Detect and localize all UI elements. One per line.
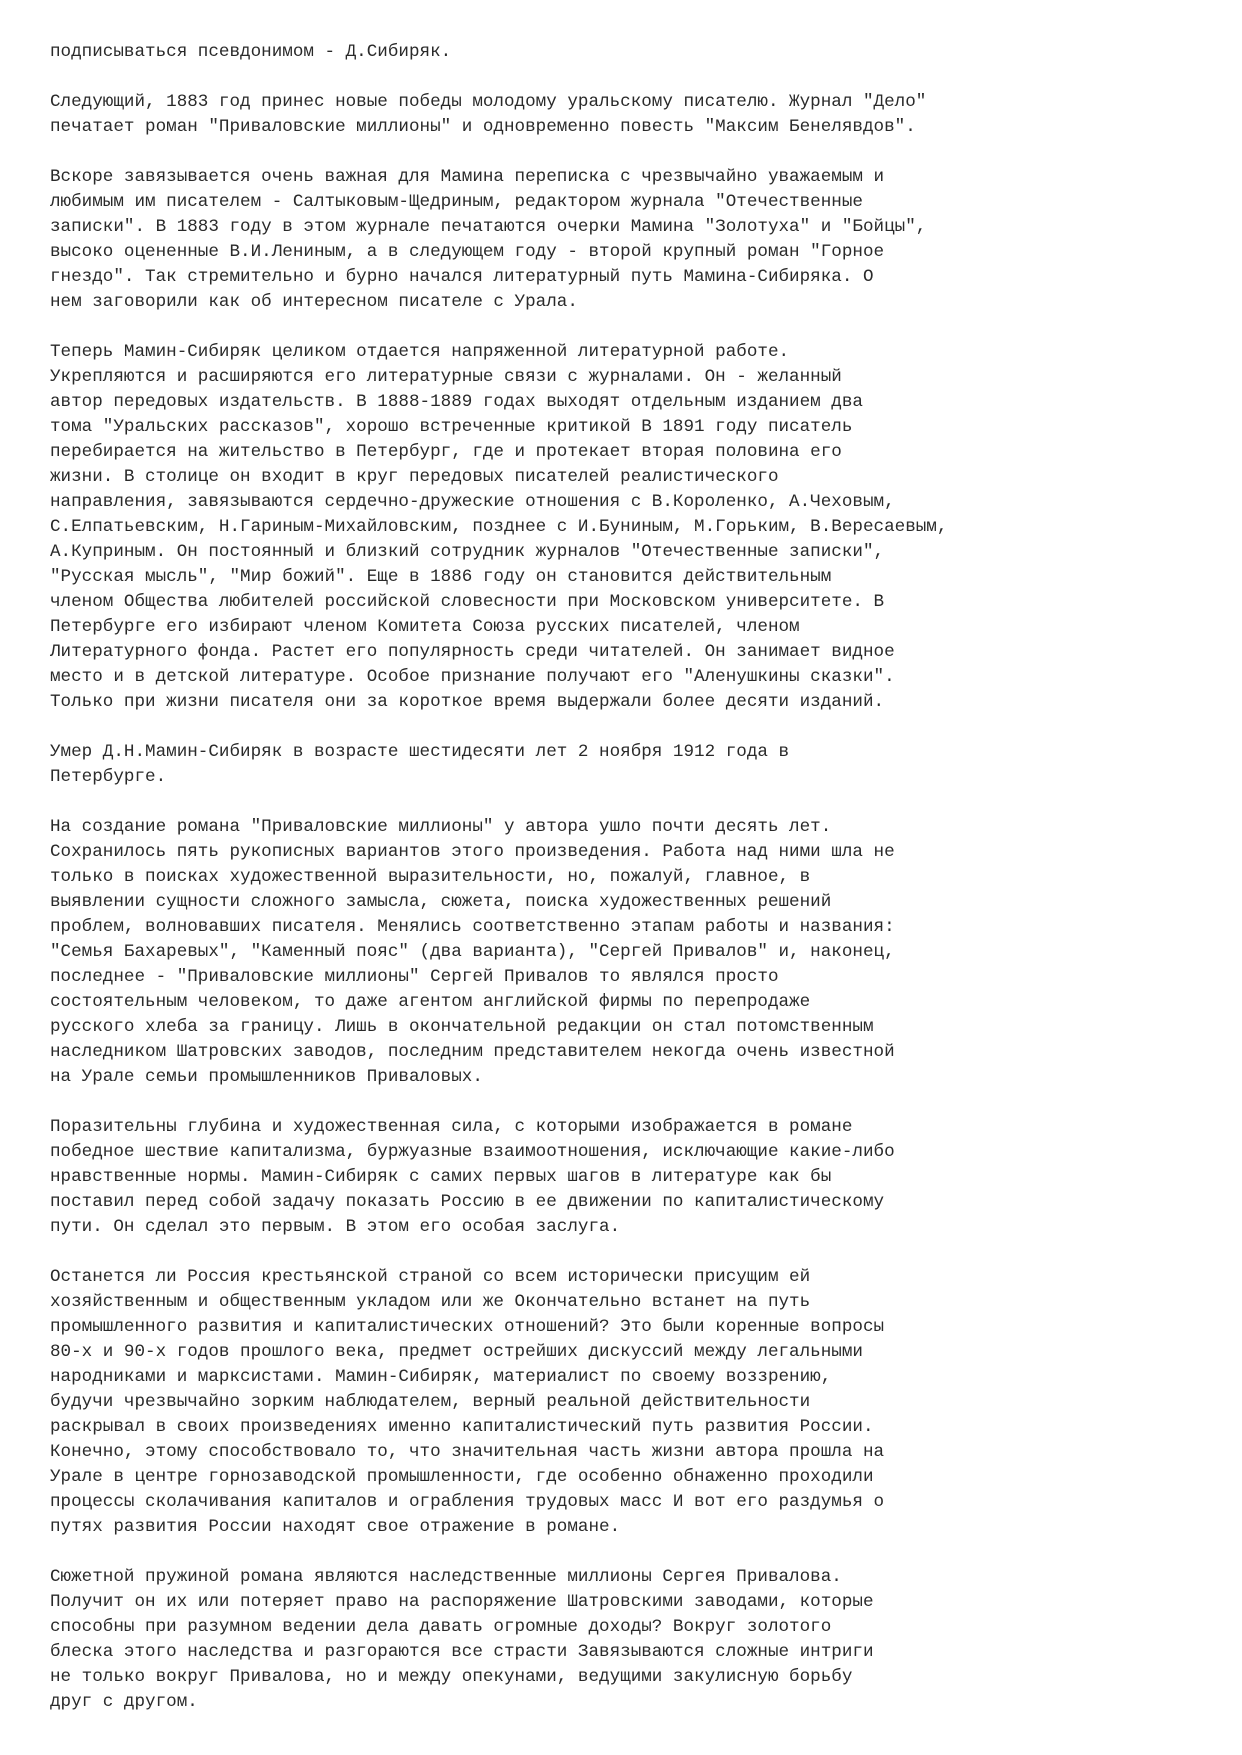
text-line: выявлении сущности сложного замысла, сюжета, поиска художественных решений <box>50 892 832 912</box>
paragraph-6 <box>50 815 1200 1090</box>
paragraph-4 <box>50 340 1200 715</box>
text-line: процессы сколачивания капиталов и ограбления трудовых масс И вот его раздумья о <box>50 1492 885 1512</box>
document-page <box>50 40 1200 1740</box>
text-line: высоко оцененные В.И.Лениным, а в следующем году - второй крупный роман "Горное <box>50 242 885 262</box>
text-line: Получит он их или потеряет право на распоряжение Шатровскими заводами, которые <box>50 1592 874 1612</box>
text-line: хозяйственным и общественным укладом или же Окончательно встанет на путь <box>50 1292 811 1312</box>
text-line: будучи чрезвычайно зорким наблюдателем, верный реальной действительности <box>50 1392 811 1412</box>
text-line: А.Куприным. Он постоянный и близкий сотрудник журналов "Отечественные записки", <box>50 542 885 562</box>
text-line: Останется ли Россия крестьянской страной со всем исторически присущим ей <box>50 1267 811 1287</box>
text-line: нравственные нормы. Мамин-Сибиряк с самих первых шагов в литературе как бы <box>50 1167 832 1187</box>
text-line: только в поисках художественной выразительности, но, пожалуй, главное, в <box>50 867 811 887</box>
text-line: Теперь Мамин-Сибиряк целиком отдается напряженной литературной работе. <box>50 342 790 362</box>
text-line: тома "Уральских рассказов", хорошо встреченные критикой В 1891 году писатель <box>50 417 853 437</box>
text-line: место и в детской литературе. Особое признание получают его "Аленушкины сказки". <box>50 667 895 687</box>
text-line: способны при разумном ведении дела давать огромные доходы? Вокруг золотого <box>50 1617 832 1637</box>
text-line: Конечно, этому способствовало то, что значительная часть жизни автора прошла на <box>50 1442 885 1462</box>
text-line: проблем, волновавших писателя. Менялись соответственно этапам работы и названия: <box>50 917 895 937</box>
text-line: "Семья Бахаревых", "Каменный пояс" (два варианта), "Сергей Привалов" и, наконец, <box>50 942 895 962</box>
text-line: Петербурге его избирают членом Комитета Союза русских писателей, членом <box>50 617 800 637</box>
text-line: "Русская мысль", "Мир божий". Еще в 1886 году он становится действительным <box>50 567 832 587</box>
text-line: С.Елпатьевским, Н.Гариным-Михайловским, позднее с И.Буниным, М.Горьким, В.Вересаевым, <box>50 517 948 537</box>
text-line: членом Общества любителей российской словесности при Московском университете. В <box>50 592 885 612</box>
text-line: поставил перед собой задачу показать Россию в ее движении по капиталистическому <box>50 1192 885 1212</box>
text-line: последнее - "Приваловские миллионы" Сергей Привалов то являлся просто <box>50 967 779 987</box>
text-line: на Урале семьи промышленников Приваловых. <box>50 1067 483 1087</box>
text-line: Петербурге. <box>50 767 167 787</box>
text-line: промышленного развития и капиталистических отношений? Это были коренные вопросы <box>50 1317 885 1337</box>
text-line: друг с другом. <box>50 1692 198 1712</box>
paragraph-1 <box>50 40 1200 65</box>
text-line: победное шествие капитализма, буржуазные взаимоотношения, исключающие какие-либо <box>50 1142 895 1162</box>
text-line: 80-х и 90-х годов прошлого века, предмет острейших дискуссий между легальными <box>50 1342 863 1362</box>
paragraph-3 <box>50 165 1200 315</box>
text-line: не только вокруг Привалова, но и между опекунами, ведущими закулисную борьбу <box>50 1667 853 1687</box>
text-line: блеска этого наследства и разгораются все страсти Завязываются сложные интриги <box>50 1642 874 1662</box>
text-line: нем заговорили как об интересном писателе с Урала. <box>50 292 578 312</box>
text-line: Сохранилось пять рукописных вариантов этого произведения. Работа над ними шла не <box>50 842 895 862</box>
text-line: На создание романа "Приваловские миллионы" у автора ушло почти десять лет. <box>50 817 832 837</box>
paragraph-5 <box>50 740 1200 790</box>
text-line: народниками и марксистами. Мамин-Сибиряк, материалист по своему воззрению, <box>50 1367 832 1387</box>
text-line: Сюжетной пружиной романа являются наследственные миллионы Сергея Привалова. <box>50 1567 842 1587</box>
text-line: Урале в центре горнозаводской промышленности, где особенно обнаженно проходили <box>50 1467 874 1487</box>
text-line: состоятельным человеком, то даже агентом английской фирмы по перепродаже <box>50 992 811 1012</box>
text-line: Укрепляются и расширяются его литературные связи с журналами. Он - желанный <box>50 367 842 387</box>
text-line: записки". В 1883 году в этом журнале печатаются очерки Мамина "Золотуха" и "Бойцы", <box>50 217 927 237</box>
text-line: Литературного фонда. Растет его популярность среди читателей. Он занимает видное <box>50 642 895 662</box>
text-line: Следующий, 1883 год принес новые победы молодому уральскому писателю. Журнал "Дело" <box>50 92 927 112</box>
text-line: направления, завязываются сердечно-дружеские отношения с В.Короленко, А.Чеховым, <box>50 492 895 512</box>
paragraph-7 <box>50 1115 1200 1240</box>
text-line: перебирается на жительство в Петербург, где и протекает вторая половина его <box>50 442 842 462</box>
text-line: пути. Он сделал это первым. В этом его особая заслуга. <box>50 1217 621 1237</box>
text-line: русского хлеба за границу. Лишь в окончательной редакции он стал потомственным <box>50 1017 874 1037</box>
text-line: Поразительны глубина и художественная сила, с которыми изображается в романе <box>50 1117 853 1137</box>
text-line: подписываться псевдонимом - Д.Сибиряк. <box>50 42 452 62</box>
text-line: путях развития России находят свое отражение в романе. <box>50 1517 621 1537</box>
text-line: автор передовых издательств. В 1888-1889 годах выходят отдельным изданием два <box>50 392 863 412</box>
paragraph-2 <box>50 90 1200 140</box>
text-line: Только при жизни писателя они за короткое время выдержали более десяти изданий. <box>50 692 885 712</box>
text-line: жизни. В столице он входит в круг передовых писателей реалистического <box>50 467 779 487</box>
text-line: раскрывал в своих произведениях именно капиталистический путь развития России. <box>50 1417 874 1437</box>
text-line: гнездо". Так стремительно и бурно начался литературный путь Мамина-Сибиряка. О <box>50 267 874 287</box>
paragraph-9 <box>50 1565 1200 1715</box>
text-line: любимым им писателем - Салтыковым-Щедриным, редактором журнала "Отечественные <box>50 192 863 212</box>
text-line: Вскоре завязывается очень важная для Мамина переписка с чрезвычайно уважаемым и <box>50 167 885 187</box>
text-line: печатает роман "Приваловские миллионы" и одновременно повесть "Максим Бенелявдов". <box>50 117 916 137</box>
paragraph-8 <box>50 1265 1200 1540</box>
text-line: Умер Д.Н.Мамин-Сибиряк в возрасте шестидесяти лет 2 ноября 1912 года в <box>50 742 790 762</box>
text-line: наследником Шатровских заводов, последним представителем некогда очень известной <box>50 1042 895 1062</box>
